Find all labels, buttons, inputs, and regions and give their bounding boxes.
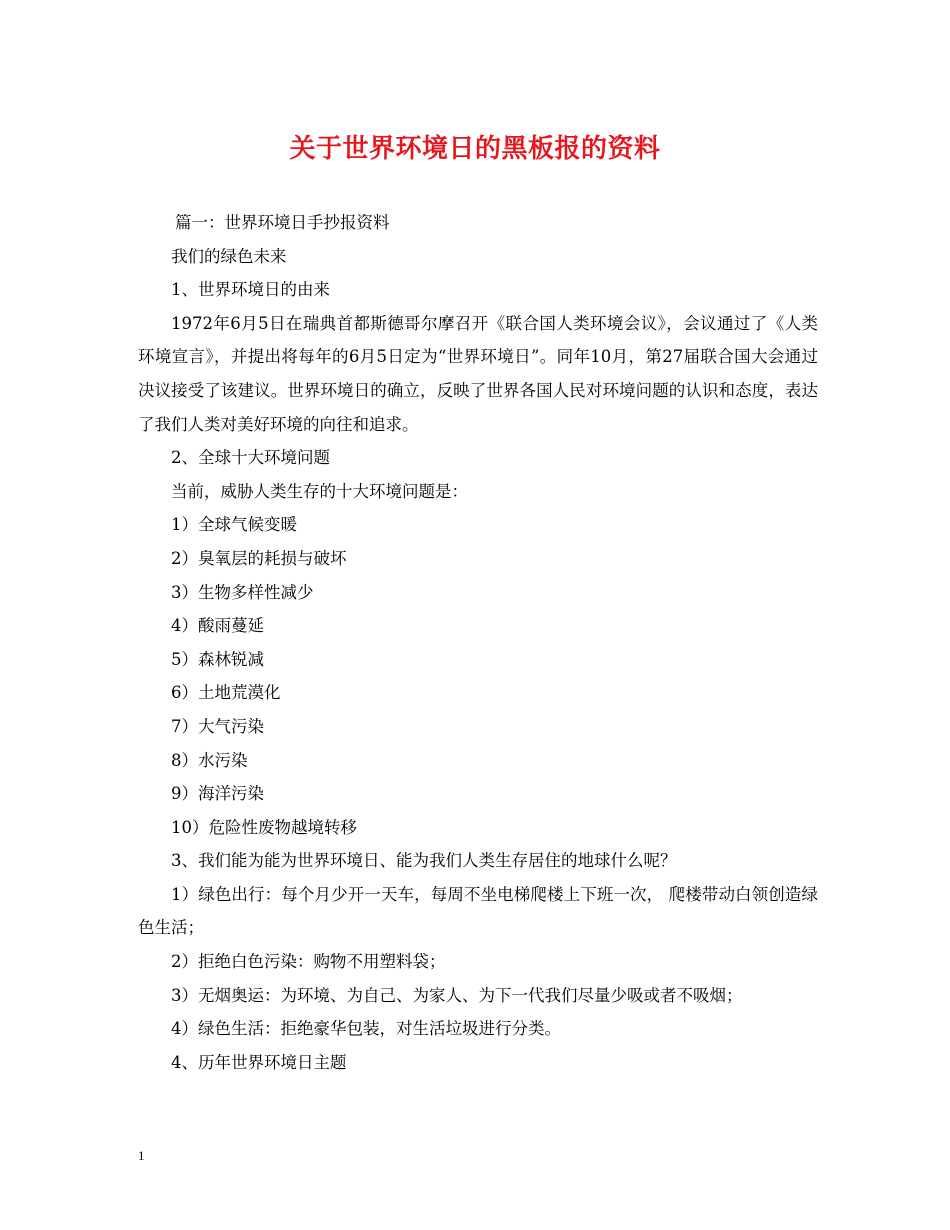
list-item: 4）绿色生活：拒绝豪华包装，对生活垃圾进行分类。 (171, 1019, 561, 1039)
list-item: 1）绿色出行：每个月少开一天车，每周不坐电梯爬楼上下班一次， 爬楼带动白领创造绿色生活； (138, 884, 818, 938)
list-item: 4）酸雨蔓延 (171, 616, 264, 636)
section-heading: 1、世界环境日的由来 (171, 280, 330, 300)
section-heading: 3、我们能为能为世界环境日、能为我们人类生存居住的地球什么呢？ (171, 851, 677, 871)
list-item: 10）危险性废物越境转移 (171, 817, 357, 837)
list-item: 8）水污染 (171, 750, 248, 770)
list-item: 5）森林锐减 (171, 649, 264, 669)
paragraph: 1972年6月5日在瑞典首都斯德哥尔摩召开《联合国人类环境会议》，会议通过了《人类环境宣言》，并提出将每年的6月5日定为“世界环境日”。同年10月，第27届联合国大会通过决议接受了该建议。世界环境日的确立，反映了世界各国人民对环境问题的认识和态度，表达了我们人类对美好环境的向往和追求。 (138, 313, 818, 434)
section-heading: 2、全球十大环境问题 (171, 448, 330, 468)
document-body (138, 206, 818, 1079)
list-item: 1）全球气候变暖 (171, 515, 297, 535)
subtitle: 我们的绿色未来 (171, 246, 287, 266)
list-item: 6）土地荒漠化 (171, 683, 281, 703)
document-title: 关于世界环境日的黑板报的资料 (289, 134, 661, 164)
list-item: 3）无烟奥运：为环境、为自己、为家人、为下一代我们尽量少吸或者不吸烟； (171, 985, 743, 1005)
page-number: 1 (138, 1148, 145, 1163)
list-item: 2）拒绝白色污染：购物不用塑料袋； (171, 952, 446, 972)
section-heading: 4、历年世界环境日主题 (171, 1052, 347, 1072)
list-item: 3）生物多样性减少 (171, 582, 314, 602)
section-heading: 篇一：世界环境日手抄报资料 (175, 213, 390, 232)
list-item: 2）臭氧层的耗损与破坏 (171, 548, 347, 568)
paragraph: 当前，威胁人类生存的十大环境问题是： (171, 481, 468, 501)
list-item: 7）大气污染 (171, 716, 264, 736)
list-item: 9）海洋污染 (171, 784, 264, 804)
